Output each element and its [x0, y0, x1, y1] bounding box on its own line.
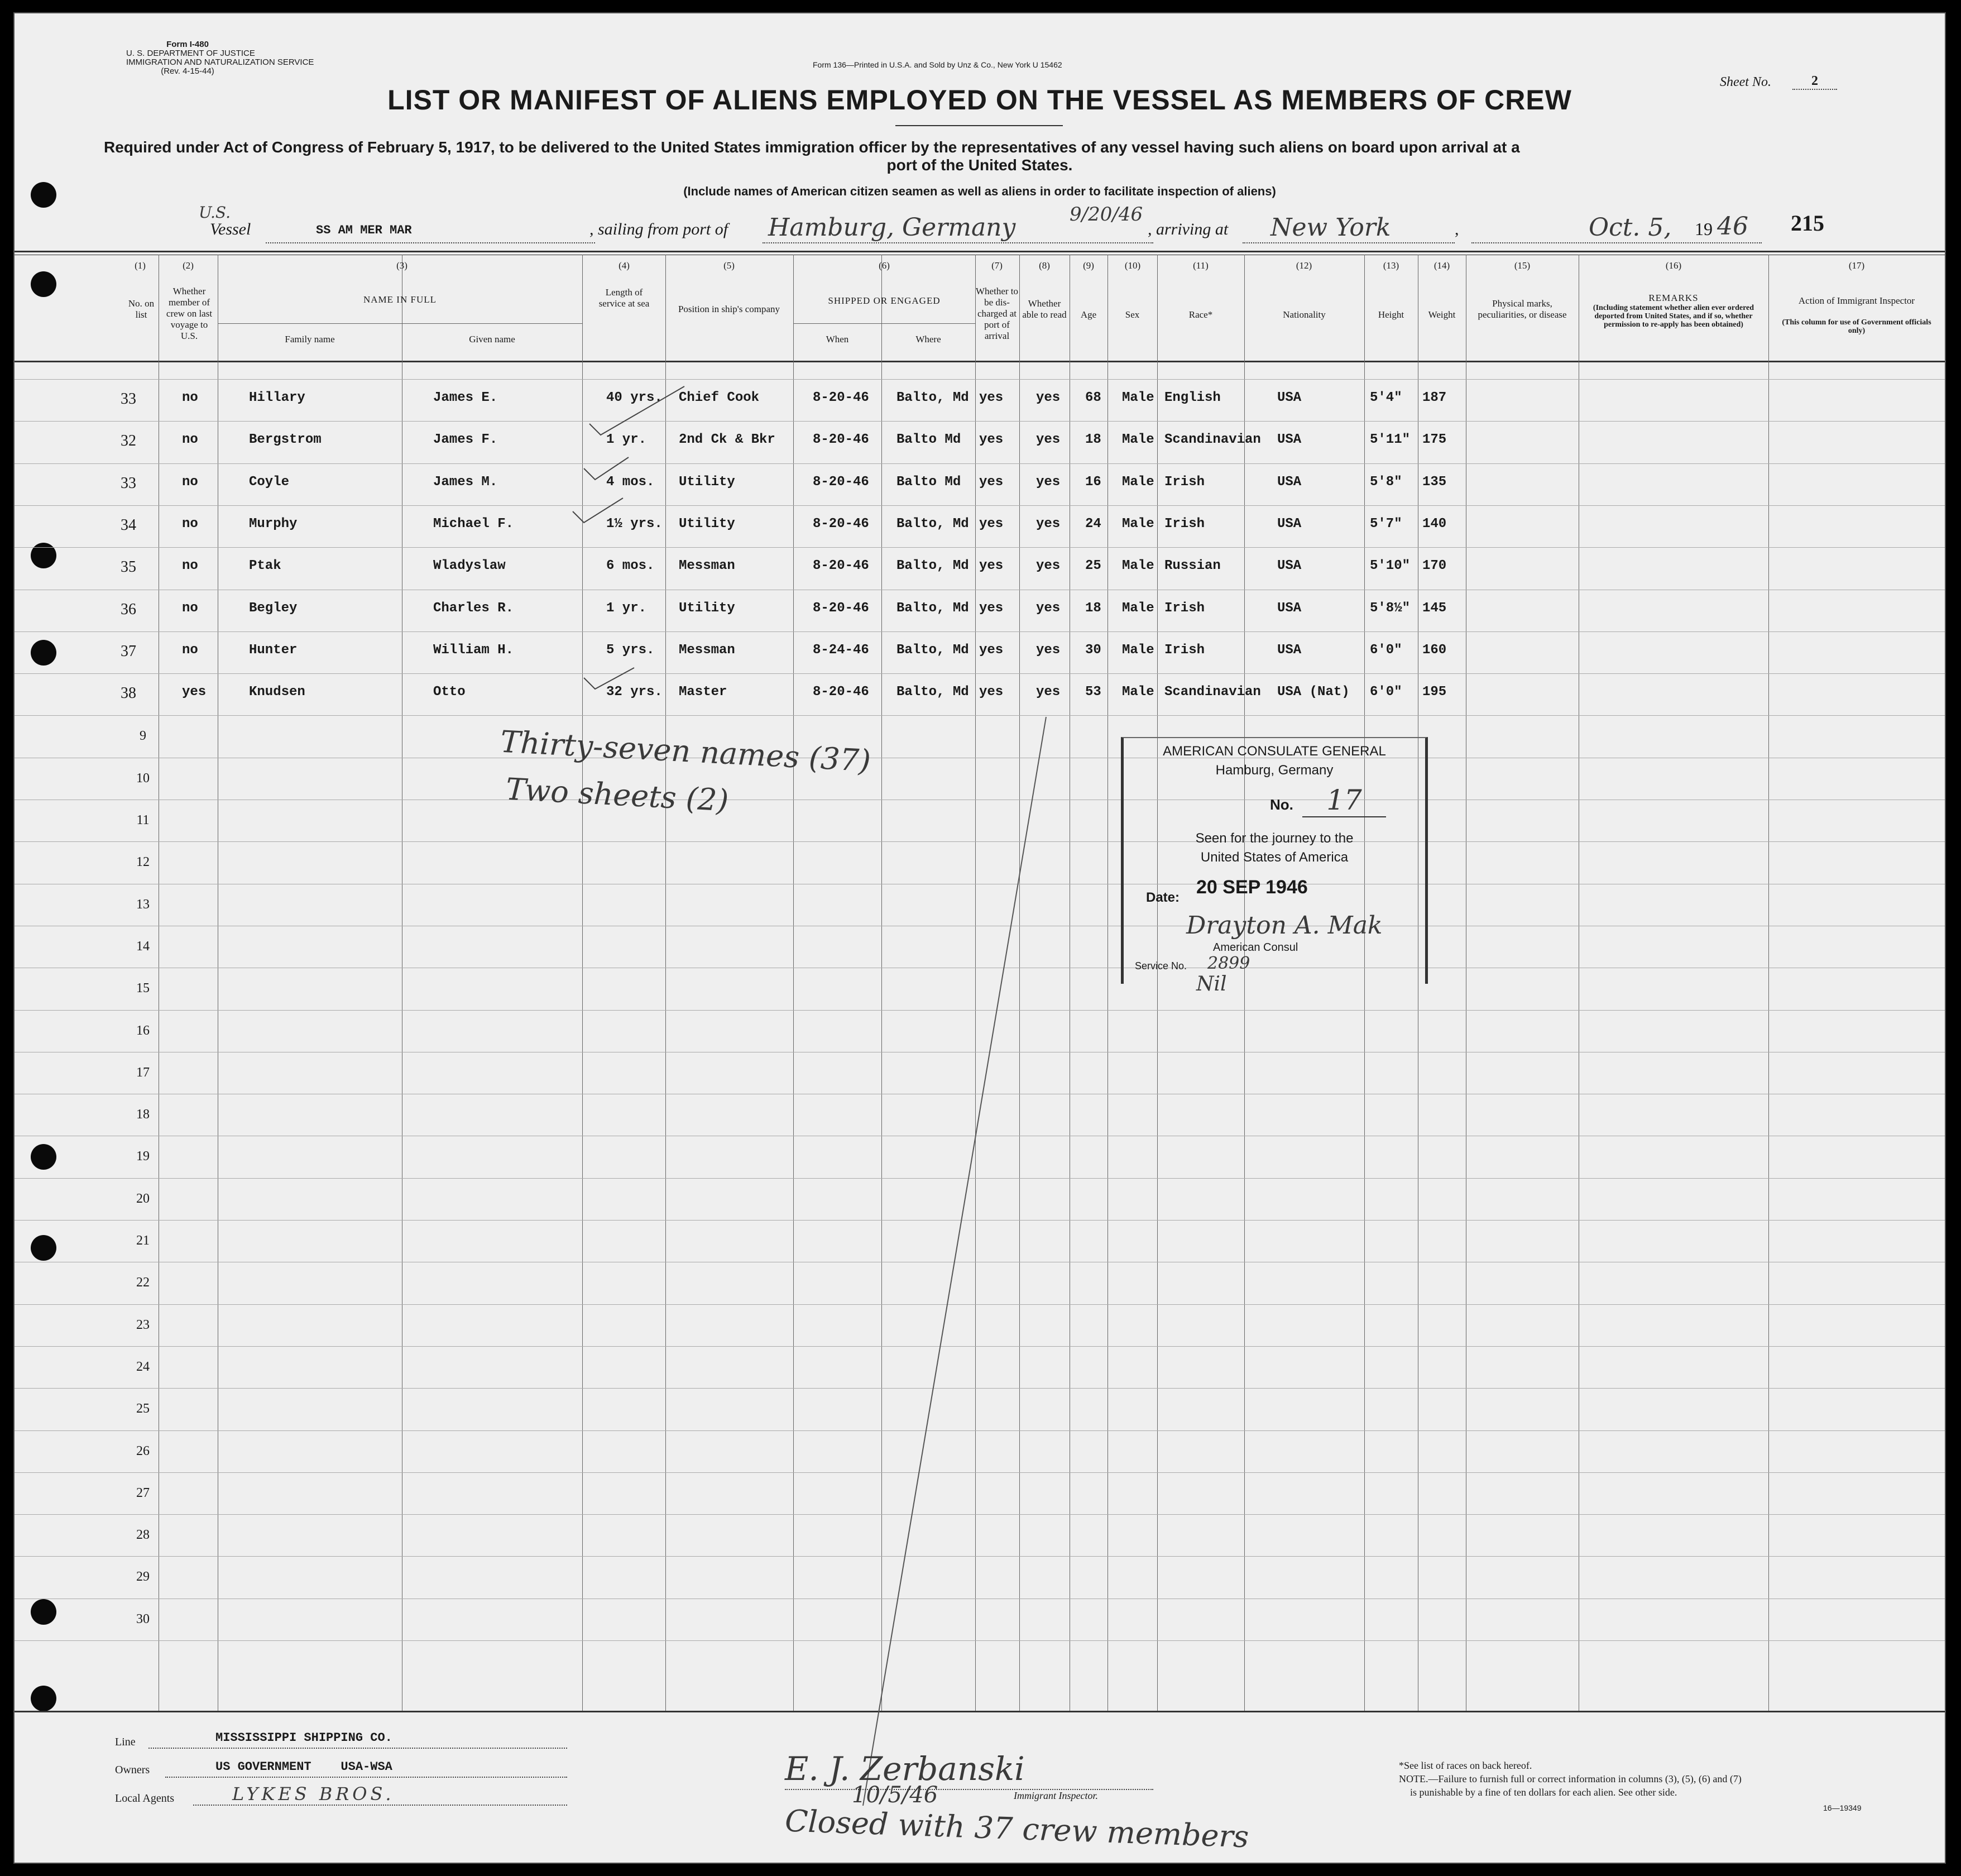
crew-family-name: Coyle: [249, 474, 290, 490]
crew-given-name: Wladyslaw: [433, 558, 506, 574]
column-number: (7): [991, 260, 1003, 271]
crew-when: 8-20-46: [813, 390, 869, 405]
crew-sex: Male: [1122, 642, 1154, 658]
line-number: 16: [136, 1023, 150, 1038]
column-number: (17): [1848, 260, 1865, 271]
vessel-label: Vessel: [210, 220, 251, 238]
column-number: (8): [1039, 260, 1050, 271]
crew-height: 6'0": [1370, 642, 1402, 658]
line-number: 29: [136, 1569, 150, 1585]
col-when: When: [826, 334, 849, 344]
line-number: 9: [140, 729, 146, 744]
crew-age: 68: [1085, 390, 1101, 405]
crew-position: Messman: [679, 558, 735, 574]
crew-nationality: USA (Nat): [1277, 685, 1350, 700]
crew-nationality: USA: [1277, 516, 1302, 532]
crew-discharged: yes: [979, 432, 1004, 448]
line-number: 12: [136, 855, 150, 870]
col-no-on-list: No. on list: [128, 298, 155, 320]
crew-service: 32 yrs.: [606, 685, 663, 700]
arriving-port: New York: [1270, 213, 1391, 242]
inspector-date: 10/5/46: [852, 1782, 938, 1808]
crew-read: yes: [1036, 600, 1061, 616]
crew-read: yes: [1036, 558, 1061, 574]
crew-where: Balto, Md: [896, 685, 969, 700]
crew-discharged: yes: [979, 516, 1004, 532]
crew-when: 8-20-46: [813, 432, 869, 448]
stamp-fee: Nil: [1196, 973, 1227, 996]
crew-service: 4 mos.: [606, 474, 655, 490]
line-number: 15: [136, 981, 150, 996]
crew-discharged: yes: [979, 390, 1004, 405]
crew-nationality: USA: [1277, 390, 1302, 405]
col-length-service: Length of service at sea: [598, 287, 650, 309]
owners-label: Owners: [115, 1764, 150, 1776]
crew-where: Balto Md: [896, 474, 961, 490]
crew-read: yes: [1036, 685, 1061, 700]
crew-where: Balto, Md: [896, 516, 969, 532]
crew-no: 32: [121, 432, 136, 450]
sailing-date: 9/20/46: [1070, 203, 1143, 226]
col-name-in-full: NAME IN FULL: [363, 294, 437, 305]
crew-no: 36: [121, 600, 136, 618]
form-number: Form I-480: [166, 40, 209, 49]
crew-age: 18: [1085, 600, 1101, 616]
crew-when: 8-20-46: [813, 516, 869, 532]
line-number: 18: [136, 1107, 150, 1122]
crew-height: 5'11": [1370, 432, 1411, 448]
crew-read: yes: [1036, 642, 1061, 658]
crew-height: 5'10": [1370, 558, 1411, 574]
crew-height: 6'0": [1370, 685, 1402, 700]
agents-label: Local Agents: [115, 1792, 175, 1805]
crew-discharged: yes: [979, 474, 1004, 490]
crew-given-name: Michael F.: [433, 516, 514, 532]
line-number: 30: [136, 1611, 150, 1626]
crew-given-name: James E.: [433, 390, 498, 405]
col-remarks-sub: (Including statement whether alien ever ordered deported from United States, and if so, whether permission to re-apply has been obtained): [1593, 304, 1754, 329]
service: IMMIGRATION AND NATURALIZATION SERVICE: [126, 58, 314, 67]
crew-family-name: Begley: [249, 600, 298, 616]
crew-service: 5 yrs.: [606, 642, 655, 658]
col-race: Race*: [1188, 309, 1213, 320]
col-where: Where: [915, 334, 941, 344]
crew-when: 8-20-46: [813, 558, 869, 574]
column-number: (1): [135, 260, 146, 271]
stamp-seen-1: Seen for the journey to the: [1195, 831, 1354, 846]
consul-signature: Drayton A. Mak: [1186, 911, 1383, 940]
stamp-no-label: No.: [1270, 796, 1293, 813]
consulate-stamp: [1121, 737, 1428, 996]
col-height: Height: [1378, 309, 1404, 320]
act-requirement: Required under Act of Congress of February 5, 1917, to be delivered to the United States immigration officer by the representatives of any vessel having such aliens on board upon arrival at a: [104, 138, 1520, 156]
sheets-count-note: Two sheets (2): [505, 771, 730, 819]
col-discharged: Whether to be dis-charged at port of arrival: [976, 286, 1018, 341]
line-number: 21: [136, 1233, 150, 1248]
crew-family-name: Ptak: [249, 558, 281, 574]
column-number: (2): [183, 260, 194, 271]
crew-no: 33: [121, 474, 136, 492]
crew-age: 18: [1085, 432, 1101, 448]
stamp-service-label: Service No.: [1135, 960, 1187, 972]
column-number: (10): [1124, 260, 1141, 271]
col-action-sub: (This column for use of Government officials only): [1782, 318, 1931, 335]
crew-nationality: USA: [1277, 600, 1302, 616]
column-number: (5): [723, 260, 735, 271]
crew-nationality: USA: [1277, 558, 1302, 574]
sheet-number: 2: [1792, 74, 1837, 90]
column-number: (4): [618, 260, 630, 271]
crew-position: Utility: [679, 516, 735, 532]
include-note: (Include names of American citizen seamen as well as aliens in order to facilitate inspection of aliens): [683, 184, 1276, 198]
crew-read: yes: [1036, 516, 1061, 532]
crew-race: Scandinavian: [1164, 685, 1261, 700]
crew-read: yes: [1036, 432, 1061, 448]
crew-discharged: yes: [979, 600, 1004, 616]
column-number: (14): [1433, 260, 1450, 271]
line-number: 19: [136, 1149, 150, 1164]
pencil-marks: [15, 13, 1945, 1863]
crew-position: Master: [679, 685, 727, 700]
local-agents: LYKES BROS.: [232, 1783, 395, 1805]
crew-member: no: [182, 474, 198, 490]
crew-member: no: [182, 432, 198, 448]
vessel-name: SS AM MER MAR: [316, 223, 412, 237]
crew-no: 38: [121, 685, 136, 702]
crew-sex: Male: [1122, 390, 1154, 405]
crew-service: 6 mos.: [606, 558, 655, 574]
page-number: 215: [1791, 210, 1824, 236]
line-number: 26: [136, 1443, 150, 1458]
crew-position: Utility: [679, 474, 735, 490]
comma: ,: [1455, 220, 1459, 238]
crew-given-name: William H.: [433, 642, 514, 658]
manifest-sheet: [13, 12, 1946, 1864]
crew-where: Balto, Md: [896, 558, 969, 574]
crew-age: 30: [1085, 642, 1101, 658]
crew-no: 33: [121, 390, 136, 408]
crew-weight: 135: [1422, 474, 1447, 490]
crew-weight: 175: [1422, 432, 1447, 448]
column-number: (12): [1296, 260, 1312, 271]
inspector-signature: E. J. Zerbanski: [785, 1750, 1025, 1788]
crew-position: 2nd Ck & Bkr: [679, 432, 775, 448]
line-number: 10: [136, 770, 150, 786]
crew-where: Balto, Md: [896, 390, 969, 405]
crew-when: 8-24-46: [813, 642, 869, 658]
stamp-seen-2: United States of America: [1200, 850, 1349, 865]
page-title: LIST OR MANIFEST OF ALIENS EMPLOYED ON THE VESSEL AS MEMBERS OF CREW: [387, 84, 1572, 116]
column-number: (11): [1193, 260, 1209, 271]
crew-age: 53: [1085, 685, 1101, 700]
line-number: 22: [136, 1275, 150, 1290]
line-label: Line: [115, 1736, 136, 1748]
crew-where: Balto, Md: [896, 642, 969, 658]
crew-weight: 170: [1422, 558, 1447, 574]
crew-member: no: [182, 516, 198, 532]
arriving-label: , arriving at: [1148, 220, 1229, 238]
crew-height: 5'7": [1370, 516, 1402, 532]
stamp-number: 17: [1302, 784, 1386, 817]
sailing-label: , sailing from port of: [589, 220, 728, 238]
crew-sex: Male: [1122, 685, 1154, 700]
col-family-name: Family name: [285, 334, 335, 344]
crew-read: yes: [1036, 474, 1061, 490]
col-member: Whether member of crew on last voyage to U.S.: [166, 286, 213, 341]
crew-no: 34: [121, 516, 136, 534]
crew-when: 8-20-46: [813, 685, 869, 700]
sheet-label: Sheet No.: [1720, 75, 1771, 89]
crew-discharged: yes: [979, 685, 1004, 700]
stamp-date-label: Date:: [1146, 890, 1180, 905]
line-number: 25: [136, 1401, 150, 1416]
crew-nationality: USA: [1277, 474, 1302, 490]
crew-service: 40 yrs.: [606, 390, 663, 405]
crew-race: English: [1164, 390, 1221, 405]
crew-given-name: James F.: [433, 432, 498, 448]
crew-height: 5'4": [1370, 390, 1402, 405]
sailing-port: Hamburg, Germany: [768, 213, 1016, 242]
crew-where: Balto Md: [896, 432, 961, 448]
closed-note: Closed with 37 crew members: [784, 1803, 1250, 1855]
crew-family-name: Hunter: [249, 642, 298, 658]
line-number: 17: [136, 1065, 150, 1080]
stamp-title: AMERICAN CONSULATE GENERAL: [1163, 744, 1386, 759]
act-requirement-2: port of the United States.: [886, 156, 1073, 174]
vessel-prefix: U.S.: [199, 203, 231, 222]
crew-weight: 140: [1422, 516, 1447, 532]
crew-sex: Male: [1122, 474, 1154, 490]
crew-discharged: yes: [979, 642, 1004, 658]
crew-race: Irish: [1164, 600, 1205, 616]
stamp-service-no: 2899: [1207, 954, 1250, 973]
crew-discharged: yes: [979, 558, 1004, 574]
crew-service: 1 yr.: [606, 600, 647, 616]
line-number: 24: [136, 1359, 150, 1374]
col-shipped: SHIPPED OR ENGAGED: [828, 295, 941, 306]
department: U. S. DEPARTMENT OF JUSTICE: [126, 49, 255, 58]
shipping-line: MISSISSIPPI SHIPPING CO.: [215, 1731, 392, 1745]
crew-age: 25: [1085, 558, 1101, 574]
col-given-name: Given name: [469, 334, 515, 344]
crew-sex: Male: [1122, 558, 1154, 574]
crew-member: no: [182, 642, 198, 658]
crew-given-name: Charles R.: [433, 600, 514, 616]
crew-weight: 145: [1422, 600, 1447, 616]
crew-given-name: James M.: [433, 474, 498, 490]
crew-when: 8-20-46: [813, 474, 869, 490]
penalty-note-2: is punishable by a fine of ten dollars for each alien. See other side.: [1410, 1787, 1677, 1798]
crew-family-name: Bergstrom: [249, 432, 322, 448]
line-number: 14: [136, 939, 150, 954]
line-number: 20: [136, 1191, 150, 1206]
crew-sex: Male: [1122, 516, 1154, 532]
races-note: *See list of races on back hereof.: [1399, 1760, 1532, 1771]
col-able-read: Whether able to read: [1022, 298, 1067, 320]
line-number: 23: [136, 1317, 150, 1332]
crew-nationality: USA: [1277, 432, 1302, 448]
column-number: (13): [1383, 260, 1399, 271]
crew-race: Irish: [1164, 642, 1205, 658]
crew-where: Balto, Md: [896, 600, 969, 616]
penalty-note-1: NOTE.—Failure to furnish full or correct information in columns (3), (5), (6) and (7): [1399, 1773, 1742, 1784]
crew-race: Irish: [1164, 474, 1205, 490]
crew-sex: Male: [1122, 432, 1154, 448]
crew-family-name: Murphy: [249, 516, 298, 532]
arrival-year: 46: [1717, 212, 1748, 241]
line-number: 28: [136, 1528, 150, 1543]
crew-race: Russian: [1164, 558, 1221, 574]
line-number: 27: [136, 1485, 150, 1500]
stamp-city: Hamburg, Germany: [1215, 763, 1334, 778]
printer-line: Form 136—Printed in U.S.A. and Sold by Unz & Co., New York U 15462: [813, 60, 1062, 69]
crew-sex: Male: [1122, 600, 1154, 616]
crew-member: no: [182, 600, 198, 616]
crew-read: yes: [1036, 390, 1061, 405]
crew-position: Chief Cook: [679, 390, 760, 405]
crew-age: 24: [1085, 516, 1101, 532]
column-number: (6): [879, 260, 890, 271]
crew-family-name: Knudsen: [249, 685, 305, 700]
col-remarks: REMARKS: [1648, 293, 1699, 303]
line-number: 13: [136, 897, 150, 912]
names-count-note: Thirty-seven names (37): [499, 724, 872, 779]
col-action: Action of Immigrant Inspector: [1798, 295, 1915, 306]
line-number: 11: [136, 813, 150, 827]
inspector-label: Immigrant Inspector.: [1014, 1790, 1098, 1801]
column-number: (16): [1665, 260, 1682, 271]
revision: (Rev. 4-15-44): [161, 66, 214, 76]
crew-weight: 187: [1422, 390, 1447, 405]
arrival-date: Oct. 5,: [1589, 213, 1672, 242]
crew-race: Scandinavian: [1164, 432, 1261, 448]
col-sex: Sex: [1125, 309, 1140, 320]
crew-service: 1 yr.: [606, 432, 647, 448]
crew-height: 5'8½": [1370, 600, 1411, 616]
crew-when: 8-20-46: [813, 600, 869, 616]
crew-position: Messman: [679, 642, 735, 658]
crew-position: Utility: [679, 600, 735, 616]
form-code: 16—19349: [1823, 1803, 1862, 1812]
crew-no: 37: [121, 642, 136, 660]
col-age: Age: [1080, 309, 1097, 320]
crew-member: yes: [182, 685, 207, 700]
col-nationality: Nationality: [1283, 309, 1326, 320]
crew-weight: 195: [1422, 685, 1447, 700]
crew-weight: 160: [1422, 642, 1447, 658]
stamp-consul: American Consul: [1213, 941, 1298, 954]
col-weight: Weight: [1428, 309, 1456, 320]
owners: US GOVERNMENT USA-WSA: [215, 1760, 392, 1774]
crew-member: no: [182, 558, 198, 574]
crew-race: Irish: [1164, 516, 1205, 532]
crew-family-name: Hillary: [249, 390, 305, 405]
crew-service: 1½ yrs.: [606, 516, 663, 532]
stamp-date: 20 SEP 1946: [1196, 877, 1308, 898]
crew-given-name: Otto: [433, 685, 466, 700]
column-number: (3): [396, 260, 407, 271]
crew-member: no: [182, 390, 198, 405]
crew-age: 16: [1085, 474, 1101, 490]
column-number: (15): [1514, 260, 1531, 271]
column-number: (9): [1083, 260, 1094, 271]
crew-nationality: USA: [1277, 642, 1302, 658]
col-position: Position in ship's company: [678, 304, 780, 314]
arrival-year-prefix: 19: [1695, 219, 1713, 239]
crew-height: 5'8": [1370, 474, 1402, 490]
col-physical: Physical marks, peculiarities, or disease: [1478, 298, 1567, 320]
crew-no: 35: [121, 558, 136, 576]
